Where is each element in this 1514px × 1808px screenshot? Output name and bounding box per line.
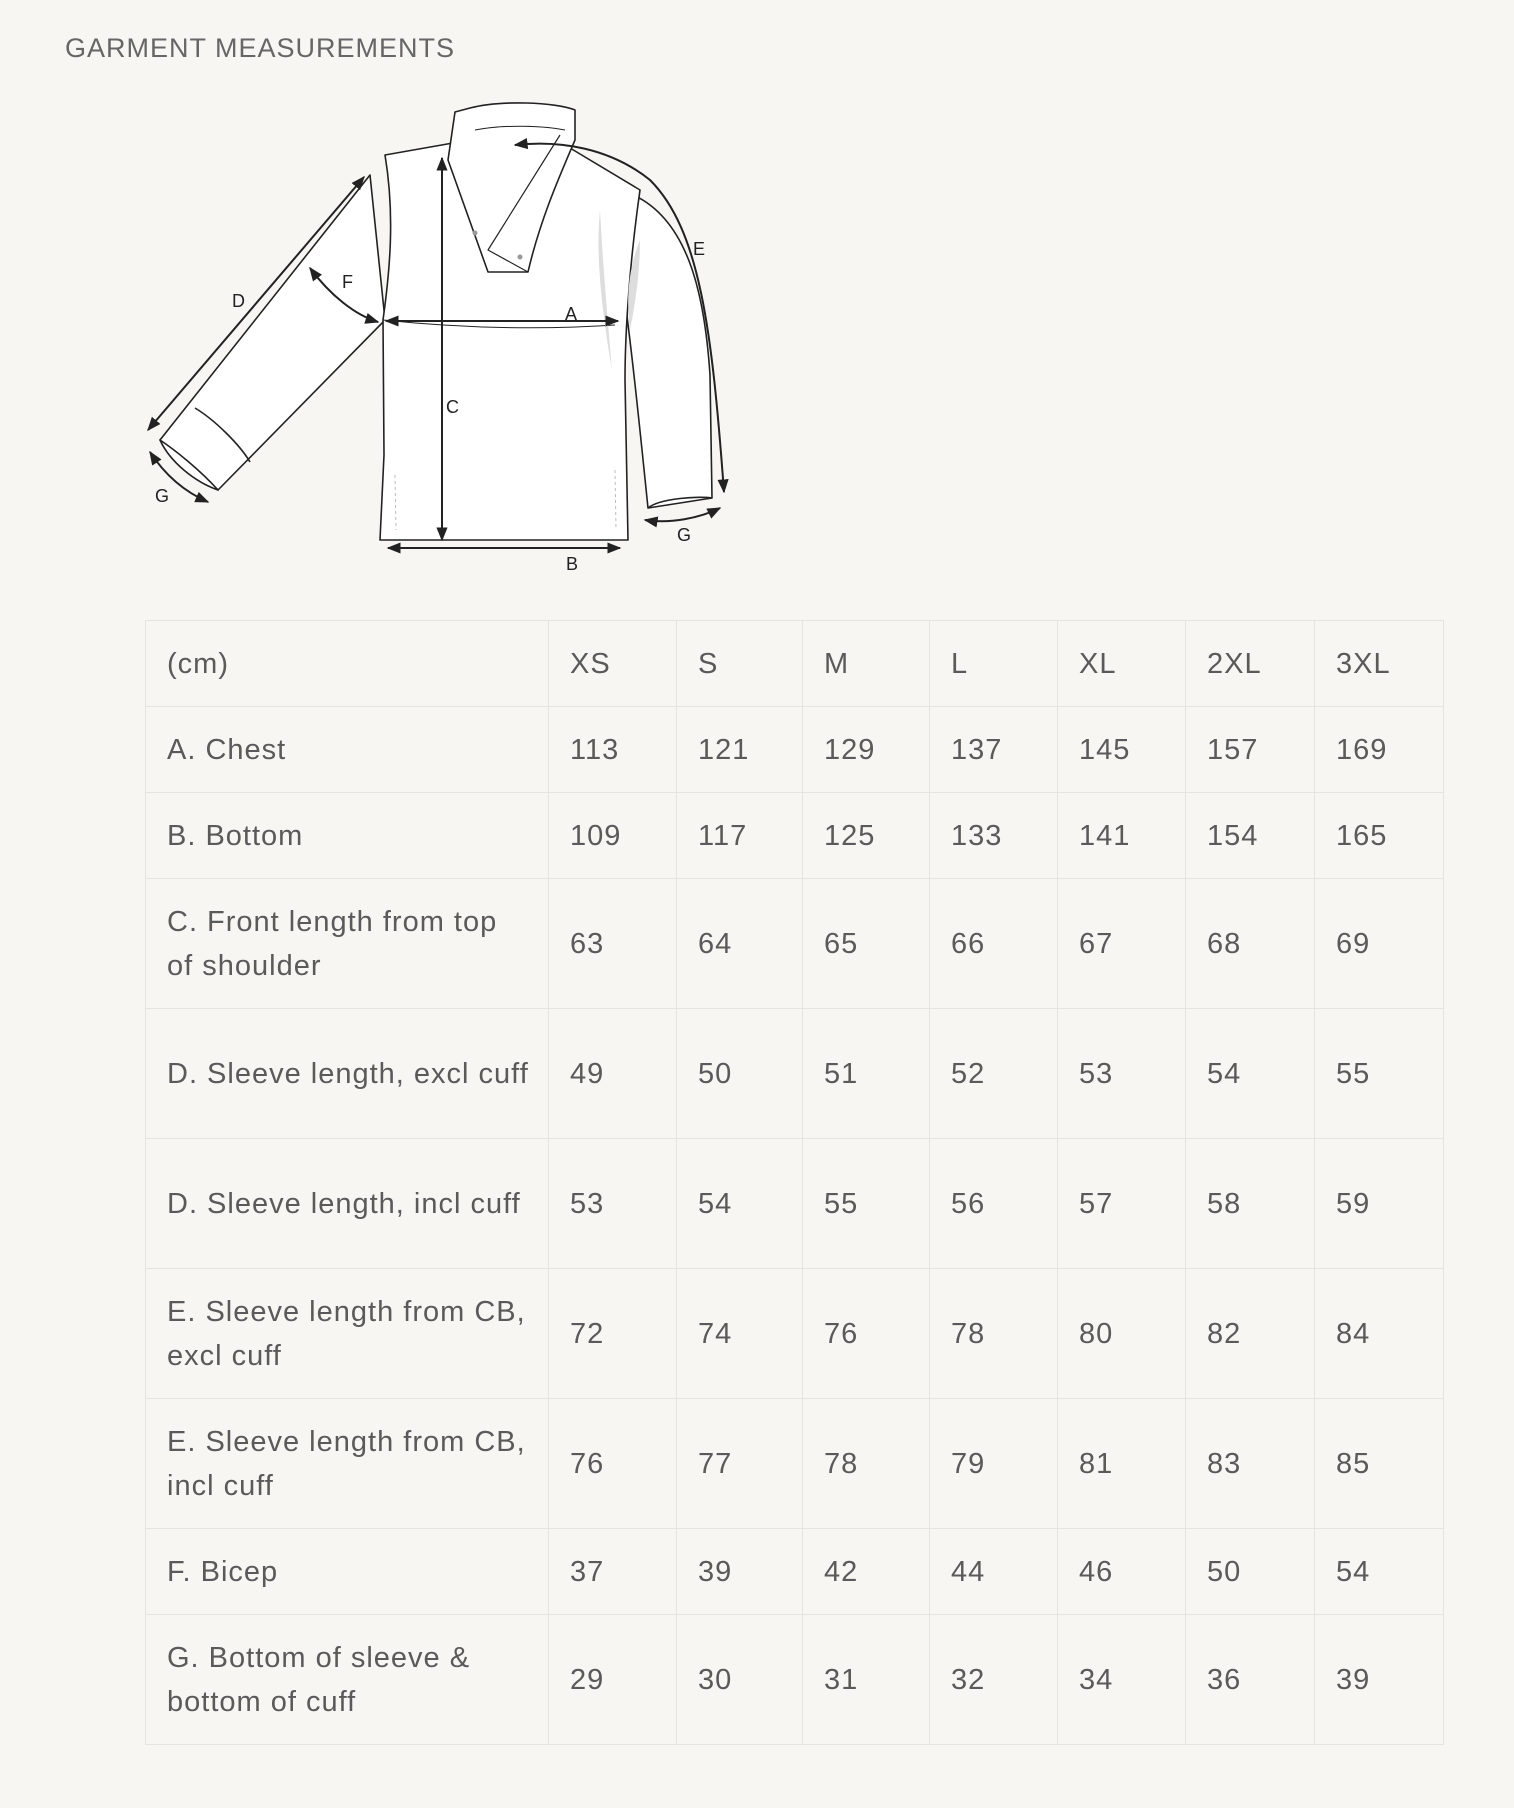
measurement-label: G. Bottom of sleeve & bottom of cuff	[146, 1615, 549, 1745]
measurement-value: 54	[1315, 1529, 1444, 1615]
measurement-value: 46	[1058, 1529, 1186, 1615]
measurement-label: C. Front length from top of shoulder	[146, 879, 549, 1009]
measurement-value: 65	[803, 879, 930, 1009]
measurement-label: D. Sleeve length, incl cuff	[146, 1139, 549, 1269]
measurement-value: 74	[677, 1269, 803, 1399]
measurement-value: 63	[549, 879, 677, 1009]
measurement-value: 39	[677, 1529, 803, 1615]
label-a: A	[565, 304, 578, 324]
label-d: D	[232, 291, 245, 311]
measurement-value: 34	[1058, 1615, 1186, 1745]
measurement-value: 157	[1186, 707, 1315, 793]
table-row	[146, 879, 1444, 1009]
measurement-value: 50	[1186, 1529, 1315, 1615]
label-e: E	[693, 239, 706, 259]
table-row	[146, 1615, 1444, 1745]
label-g-right: G	[677, 525, 692, 545]
cuff-right-arrow	[645, 508, 720, 521]
size-header: XS	[549, 621, 677, 707]
measurement-value: 165	[1315, 793, 1444, 879]
label-b: B	[566, 554, 579, 574]
measurement-value: 76	[803, 1269, 930, 1399]
measurement-value: 84	[1315, 1269, 1444, 1399]
measurement-value: 49	[549, 1009, 677, 1139]
measurement-value: 85	[1315, 1399, 1444, 1529]
unit-header: (cm)	[146, 621, 549, 707]
measurement-value: 81	[1058, 1399, 1186, 1529]
measurement-value: 125	[803, 793, 930, 879]
measurement-value: 37	[549, 1529, 677, 1615]
measurement-value: 36	[1186, 1615, 1315, 1745]
measurement-value: 55	[1315, 1009, 1444, 1139]
measurement-value: 79	[930, 1399, 1058, 1529]
measurement-value: 109	[549, 793, 677, 879]
measurement-value: 32	[930, 1615, 1058, 1745]
size-header: XL	[1058, 621, 1186, 707]
measurement-value: 54	[1186, 1009, 1315, 1139]
measurement-value: 30	[677, 1615, 803, 1745]
measurement-value: 54	[677, 1139, 803, 1269]
measurement-value: 78	[803, 1399, 930, 1529]
measurement-value: 129	[803, 707, 930, 793]
measurement-label: D. Sleeve length, excl cuff	[146, 1009, 549, 1139]
measurement-value: 56	[930, 1139, 1058, 1269]
measurement-value: 64	[677, 879, 803, 1009]
measurement-value: 55	[803, 1139, 930, 1269]
measurement-value: 68	[1186, 879, 1315, 1009]
measurement-value: 31	[803, 1615, 930, 1745]
measurement-value: 52	[930, 1009, 1058, 1139]
measurement-value: 50	[677, 1009, 803, 1139]
measurement-value: 51	[803, 1009, 930, 1139]
table-row	[146, 1139, 1444, 1269]
size-header: 2XL	[1186, 621, 1315, 707]
table-row	[146, 793, 1444, 879]
measurement-label: F. Bicep	[146, 1529, 549, 1615]
label-g-left: G	[155, 486, 170, 506]
measurement-value: 117	[677, 793, 803, 879]
measurement-value: 169	[1315, 707, 1444, 793]
measurement-value: 77	[677, 1399, 803, 1529]
measurement-value: 83	[1186, 1399, 1315, 1529]
size-header: 3XL	[1315, 621, 1444, 707]
label-f: F	[342, 272, 353, 292]
page-title: GARMENT MEASUREMENTS	[65, 33, 456, 63]
measurement-value: 80	[1058, 1269, 1186, 1399]
measurement-value: 57	[1058, 1139, 1186, 1269]
measurement-value: 66	[930, 879, 1058, 1009]
measurement-label: B. Bottom	[146, 793, 549, 879]
garment-diagram	[130, 95, 770, 585]
measurement-value: 42	[803, 1529, 930, 1615]
size-chart-table	[145, 620, 1444, 1745]
measurement-value: 69	[1315, 879, 1444, 1009]
measurement-value: 154	[1186, 793, 1315, 879]
measurement-value: 145	[1058, 707, 1186, 793]
measurement-value: 44	[930, 1529, 1058, 1615]
measurement-value: 141	[1058, 793, 1186, 879]
measurement-value: 53	[549, 1139, 677, 1269]
measurement-label: E. Sleeve length from CB, excl cuff	[146, 1269, 549, 1399]
table-row	[146, 1399, 1444, 1529]
measurement-value: 72	[549, 1269, 677, 1399]
measurement-value: 39	[1315, 1615, 1444, 1745]
measurement-value: 82	[1186, 1269, 1315, 1399]
table-row	[146, 1009, 1444, 1139]
measurement-value: 53	[1058, 1009, 1186, 1139]
table-row	[146, 707, 1444, 793]
measurement-value: 137	[930, 707, 1058, 793]
measurement-label: E. Sleeve length from CB, incl cuff	[146, 1399, 549, 1529]
measurement-value: 67	[1058, 879, 1186, 1009]
measurement-value: 133	[930, 793, 1058, 879]
measurement-value: 113	[549, 707, 677, 793]
table-row	[146, 1529, 1444, 1615]
measurement-value: 78	[930, 1269, 1058, 1399]
measurement-label: A. Chest	[146, 707, 549, 793]
measurement-value: 59	[1315, 1139, 1444, 1269]
table-header-row	[146, 621, 1444, 707]
measurement-value: 29	[549, 1615, 677, 1745]
measurement-value: 58	[1186, 1139, 1315, 1269]
measurement-value: 76	[549, 1399, 677, 1529]
size-header: L	[930, 621, 1058, 707]
measurement-value: 121	[677, 707, 803, 793]
label-c: C	[446, 397, 459, 417]
size-header: M	[803, 621, 930, 707]
size-header: S	[677, 621, 803, 707]
table-row	[146, 1269, 1444, 1399]
